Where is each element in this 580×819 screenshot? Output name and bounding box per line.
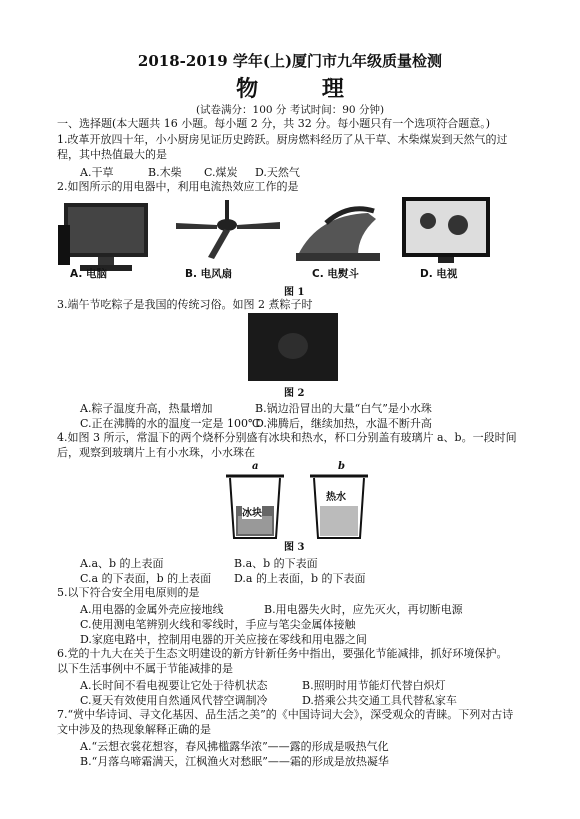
q5-option-b: B.用电器失火时，应先灭火，再切断电源 [264,603,463,616]
q7-line1: 7.“赏中华诗词、寻文化基因、品生活之美”的《中国诗词大会》，深受观众的青睐。下列对古诗 [57,708,514,721]
cooking-photo [248,313,338,381]
q6-line2: 以下生活事例中不属于节能减排的是 [57,662,233,675]
q7-option-b: B.“月落乌啼霜满天，江枫渔火对愁眠”——霜的形成是放热凝华 [80,755,389,768]
q3-option-b: B.锅边沿冒出的大量“白气”是小水珠 [255,402,432,415]
q1-line2: 程，其中热值最大的是 [57,148,167,161]
tv-image [402,197,490,263]
ice-label: 冰块 [242,504,262,519]
exam-meta: (试卷满分：100 分 考试时间：90 分钟) [195,104,385,116]
section-heading: 一、选择题(本大题共 16 小题。每小题 2 分，共 32 分。每小题只有一个选项符合题意。) [57,117,491,130]
q6-line1: 6.党的十九大在关于生态文明建设的新方针新任务中指出，要强化节能减排，抓好环境保护。 [57,647,508,660]
q3-option-d: D.沸腾后，继续加热，水温不断升高 [255,417,432,430]
hot-water-label: 热水 [326,488,346,503]
figure-1-caption: 图 1 [284,287,305,298]
q2-option-a: A. 电脑 [70,268,107,280]
figure-3-caption: 图 3 [284,542,305,553]
q5-stem: 5.以下符合安全用电原则的是 [57,586,200,599]
glass-label-b: b [338,461,345,472]
q7-line2: 文中涉及的热现象解释正确的是 [57,723,211,736]
q5-option-d: D.家庭电路中，控制用电器的开关应接在零线和用电器之间 [80,633,367,646]
glass-label-a: a [252,461,259,472]
q2-stem: 2.如图所示的用电器中，利用电流热效应工作的是 [57,180,299,193]
q4-line1: 4.如图 3 所示，常温下的两个烧杯分别盛有冰块和热水，杯口分别盖有玻璃片 a、b。一段时间 [57,431,517,444]
beaker-hot-water [310,476,368,538]
q4-option-d: D.a 的上表面，b 的下表面 [234,572,366,585]
q3-option-c: C.正在沸腾的水的温度一定是 100℃ [80,417,261,430]
q6-option-d: D.搭乘公共交通工具代替私家车 [302,694,457,707]
exam-title: 2018-2019 学年(上)厦门市九年级质量检测 [137,52,443,70]
iron-image [296,209,380,261]
ceiling-fan-image [176,200,280,259]
subject-title: 物 理 [236,76,372,102]
q3-option-a: A.粽子温度升高，热量增加 [80,402,213,415]
q1-option-c: C.煤炭 [204,166,238,179]
q1-option-a: A.干草 [80,166,114,179]
q4-option-a: A.a、b 的上表面 [80,557,164,570]
q1-option-d: D.天然气 [255,166,300,179]
q5-option-a: A.用电器的金属外壳应接地线 [80,603,224,616]
computer-image [58,203,148,271]
figure-1 [58,195,538,287]
q3-stem: 3.端午节吃粽子是我国的传统习俗。如图 2 煮粽子时 [57,298,313,311]
q2-option-b: B. 电风扇 [185,268,233,280]
q4-option-c: C.a 的下表面，b 的上表面 [80,572,212,585]
q4-line2: 后，观察到玻璃片上有小水珠，小水珠在 [57,446,255,459]
q2-option-c: C. 电熨斗 [312,268,359,280]
q6-option-a: A.长时间不看电视要让它处于待机状态 [80,679,268,692]
figure-2-caption: 图 2 [284,388,305,399]
q1-option-b: B.木柴 [148,166,182,179]
q6-option-c: C.夏天有效使用自然通风代替空调制冷 [80,694,268,707]
q4-option-b: B.a、b 的下表面 [234,557,318,570]
q2-option-d: D. 电视 [420,268,458,280]
q5-option-c: C.使用测电笔辨别火线和零线时，手应与笔尖金属体接触 [80,618,356,631]
q1-line1: 1.改革开放四十年，小小厨房见证历史跨跃。厨房燃料经历了从干草、木柴煤炭到天然气的过 [57,133,508,146]
q6-option-b: B.照明时用节能灯代替白炽灯 [302,679,446,692]
q7-option-a: A.“云想衣裳花想容，春风拂槛露华浓”——露的形成是吸热气化 [80,740,389,753]
